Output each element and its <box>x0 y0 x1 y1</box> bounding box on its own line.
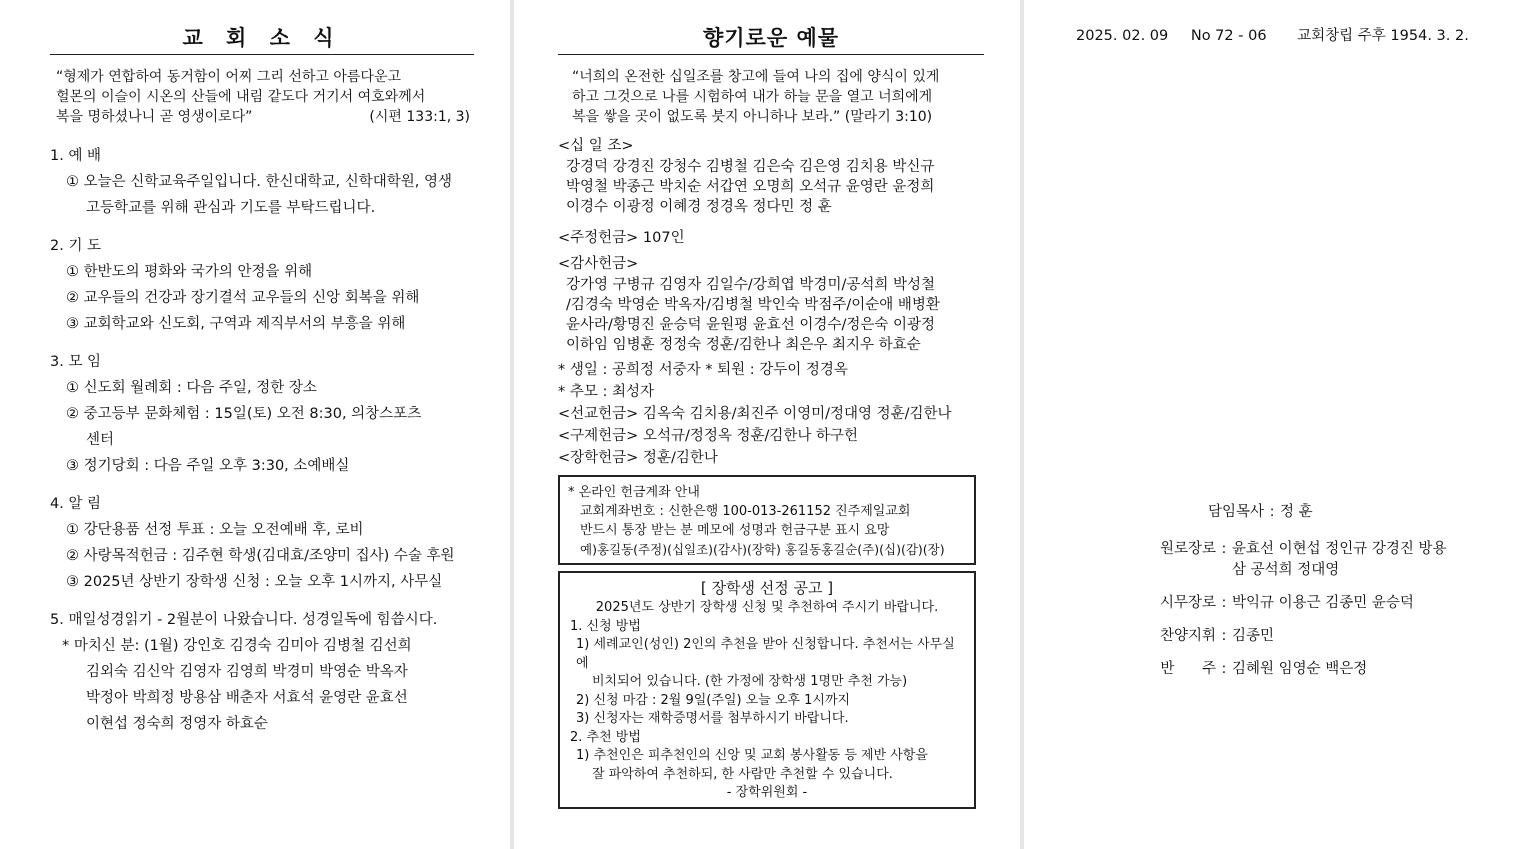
list-item-continuation: 김외숙 김신악 김영자 김영희 박경미 박영순 박옥자 <box>86 664 408 680</box>
notice-item: 잘 파악하여 추천하되, 한 사람만 추천할 수 있습니다. <box>592 766 893 782</box>
quote-line: “형제가 연합하여 동거함이 어찌 그리 선하고 아름다운고 <box>56 69 402 85</box>
staff-label: 찬양지휘 <box>1159 628 1216 644</box>
list-item: * 마치신 분: (1월) 강인호 김경숙 김미아 김병철 김선희 <box>62 638 412 654</box>
list-item: ② 교우들의 건강과 장기결석 교우들의 신앙 회복을 위해 <box>66 290 420 306</box>
staff-names: 윤효선 이현섭 정인규 강경진 방용삼 공석희 정대영 <box>1232 541 1447 578</box>
list-item-continuation: 센터 <box>86 432 115 448</box>
section-heading: 5. 매일성경읽기 - 2월분이 나왔습니다. 성경일독에 힘씁시다. <box>50 612 438 628</box>
box-title: * 온라인 헌금계좌 안내 <box>568 485 700 500</box>
scholarship-offering: <장학헌금> 정훈/김한나 <box>558 450 718 466</box>
section-heading: 2. 기 도 <box>50 238 102 254</box>
pastor-name: 정 훈 <box>1280 504 1313 520</box>
scripture-quote <box>558 67 984 127</box>
notice-item: 2) 신청 마감 : 2월 9일(주일) 오늘 오후 1시까지 <box>576 692 851 708</box>
page-cover-info <box>1024 0 1527 849</box>
page-church-news <box>0 0 510 849</box>
staff-label: 원로장로 <box>1159 541 1216 557</box>
list-item: ① 한반도의 평화와 국가의 안정을 위해 <box>66 264 313 280</box>
pastor-row: 담임목사 : 정 훈 <box>1208 502 1452 523</box>
staff-label: 시무장로 <box>1159 595 1216 611</box>
quote-line: “너희의 온전한 십일조를 창고에 들여 나의 집에 양식이 있게 <box>572 69 940 85</box>
bulletin-date: 2025. 02. 09 <box>1076 28 1169 44</box>
quote-line: 하고 그것으로 나를 시험하여 내가 하늘 문을 열고 너희에게 <box>572 89 933 105</box>
quote-line: 헐몬의 이슬이 시온의 산들에 내림 같도다 거기서 여호와께서 <box>56 89 426 105</box>
thanks-label: <감사헌금> <box>558 256 639 272</box>
staff-names: 김혜원 임영순 백은정 <box>1232 661 1368 677</box>
staff-row: 시무장로 : 박익규 이용근 김종민 윤승덕 <box>1144 593 1452 614</box>
notice-item: 비치되어 있습니다. (한 가정에 장학생 1명만 추천 가능) <box>592 674 908 689</box>
box-line: 교회계좌번호 : 신한은행 100-013-261152 진주제일교회 <box>580 504 911 519</box>
staff-row: 반 주 : 김혜원 임영순 백은정 <box>1144 659 1452 680</box>
notice-section: 1. 신청 방법 <box>570 618 641 634</box>
list-item: ③ 교회학교와 신도회, 구역과 제직부서의 부흥을 위해 <box>66 316 406 332</box>
staff-list <box>1144 502 1452 692</box>
list-item: ① 신도회 월례회 : 다음 주일, 정한 장소 <box>66 380 317 396</box>
staff-label: 반 주 <box>1160 661 1216 677</box>
quote-line: 복을 쌓을 곳이 없도록 붓지 아니하나 보라.” (말라기 3:10) <box>572 109 933 125</box>
notice-signature: - 장학위원회 - <box>726 785 808 800</box>
birthday-line: * 생일 : 공희정 서중자 * 퇴원 : 강두이 정경옥 <box>558 362 848 378</box>
list-item-continuation: 고등학교를 위해 관심과 기도를 부탁드립니다. <box>86 200 376 216</box>
list-item: ① 오늘은 신학교육주일입니다. 한신대학교, 신학대학원, 영생 <box>66 174 453 190</box>
list-item-continuation: 박정아 박희정 방용삼 배춘자 서효석 윤영란 윤효선 <box>86 690 408 706</box>
scripture-quote <box>50 67 474 127</box>
list-item: ② 사랑목적헌금 : 김주현 학생(김대효/조양미 집사) 수술 후원 <box>66 548 455 564</box>
names-line: 강가영 구병규 김영자 김일수/강희엽 박경미/공석희 박성철 <box>566 277 935 293</box>
page-title: 향기로운 예물 <box>558 22 984 55</box>
list-item: ② 중고등부 문화체험 : 15일(토) 오전 8:30, 의창스포츠 <box>66 406 422 422</box>
notice-item: 1) 추천인은 피추천인의 신앙 및 교회 봉사활동 등 제반 사항을 <box>576 748 928 763</box>
list-item: ③ 2025년 상반기 장학생 신청 : 오늘 오후 1시까지, 사무실 <box>66 574 443 590</box>
weekly-offering: <주정헌금> 107인 <box>558 230 685 246</box>
section-heading: 1. 예 배 <box>50 148 102 164</box>
tithe-label: <십 일 조> <box>558 138 634 154</box>
staff-names: 김종민 <box>1232 628 1275 644</box>
section-heading: 3. 모 임 <box>50 354 102 370</box>
notice-item: 1) 세례교인(성인) 2인의 추천을 받아 신청합니다. 추천서는 사무실에 <box>576 637 955 671</box>
names-line: 이하임 임병훈 정정숙 정훈/김한나 최은우 최지우 하효순 <box>566 337 921 353</box>
box-line: 예)홍길동(주정)(십일조)(감사)(장학) 홍길동홍길순(주)(십)(감)(장) <box>580 542 945 557</box>
founding-date: 교회창립 주후 1954. 3. 2. <box>1297 28 1469 44</box>
quote-reference: (시편 133:1, 3) <box>369 109 470 125</box>
notice-item: 3) 신청자는 재학증명서를 첨부하시기 바랍니다. <box>576 711 849 726</box>
section-heading: 4. 알 림 <box>50 496 102 512</box>
memorial-line: * 추모 : 최성자 <box>558 384 654 400</box>
page-offerings <box>514 0 1020 849</box>
notice-title: [ 장학생 선정 공고 ] <box>700 579 834 597</box>
scholarship-notice-box <box>558 571 976 809</box>
box-line: 반드시 통장 받는 분 메모에 성명과 헌금구분 표시 요망 <box>580 523 890 538</box>
pastor-label: 담임목사 <box>1208 504 1265 520</box>
list-item: ③ 정기당회 : 다음 주일 오후 3:30, 소예배실 <box>66 458 350 474</box>
list-item: ① 강단용품 선정 투표 : 오늘 오전예배 후, 로비 <box>66 522 364 538</box>
names-line: 강경덕 강경진 강청수 김병철 김은숙 김은영 김치용 박신규 <box>566 159 935 175</box>
page-title: 교 회 소 식 <box>50 22 474 55</box>
names-line: 윤사라/황명진 윤승덕 윤원평 윤효선 이경수/정은숙 이광정 <box>566 317 935 333</box>
bulletin-header <box>1076 24 1507 45</box>
staff-names: 박익규 이용근 김종민 윤승덕 <box>1232 595 1414 611</box>
list-item-continuation: 이현섭 정숙희 정영자 하효순 <box>86 716 268 732</box>
notice-intro: 2025년도 상반기 장학생 신청 및 추천하여 주시기 바랍니다. <box>595 600 939 615</box>
names-line: /김경숙 박영순 박옥자/김병철 박인숙 박점주/이순애 배병환 <box>566 297 940 313</box>
names-line: 박영철 박종근 박치순 서갑연 오명희 오석규 윤영란 윤정희 <box>566 179 935 195</box>
bulletin-issue: No 72 - 06 <box>1190 28 1267 44</box>
staff-row: 원로장로 : 윤효선 이현섭 정인규 강경진 방용삼 공석희 정대영 <box>1144 539 1452 581</box>
names-line: 이경수 이광정 이혜경 정경옥 정다민 정 훈 <box>566 199 832 215</box>
mission-offering: <선교헌금> 김옥숙 김치용/최진주 이영미/정대영 정훈/김한나 <box>558 406 952 422</box>
notice-section: 2. 추천 방법 <box>570 729 641 745</box>
relief-offering: <구제헌금> 오석규/정정옥 정훈/김한나 하구헌 <box>558 428 859 444</box>
staff-row: 찬양지휘 : 김종민 <box>1144 626 1452 647</box>
online-account-box <box>558 475 976 565</box>
quote-line: 복을 명하셨나니 곧 영생이로다” <box>56 109 253 125</box>
